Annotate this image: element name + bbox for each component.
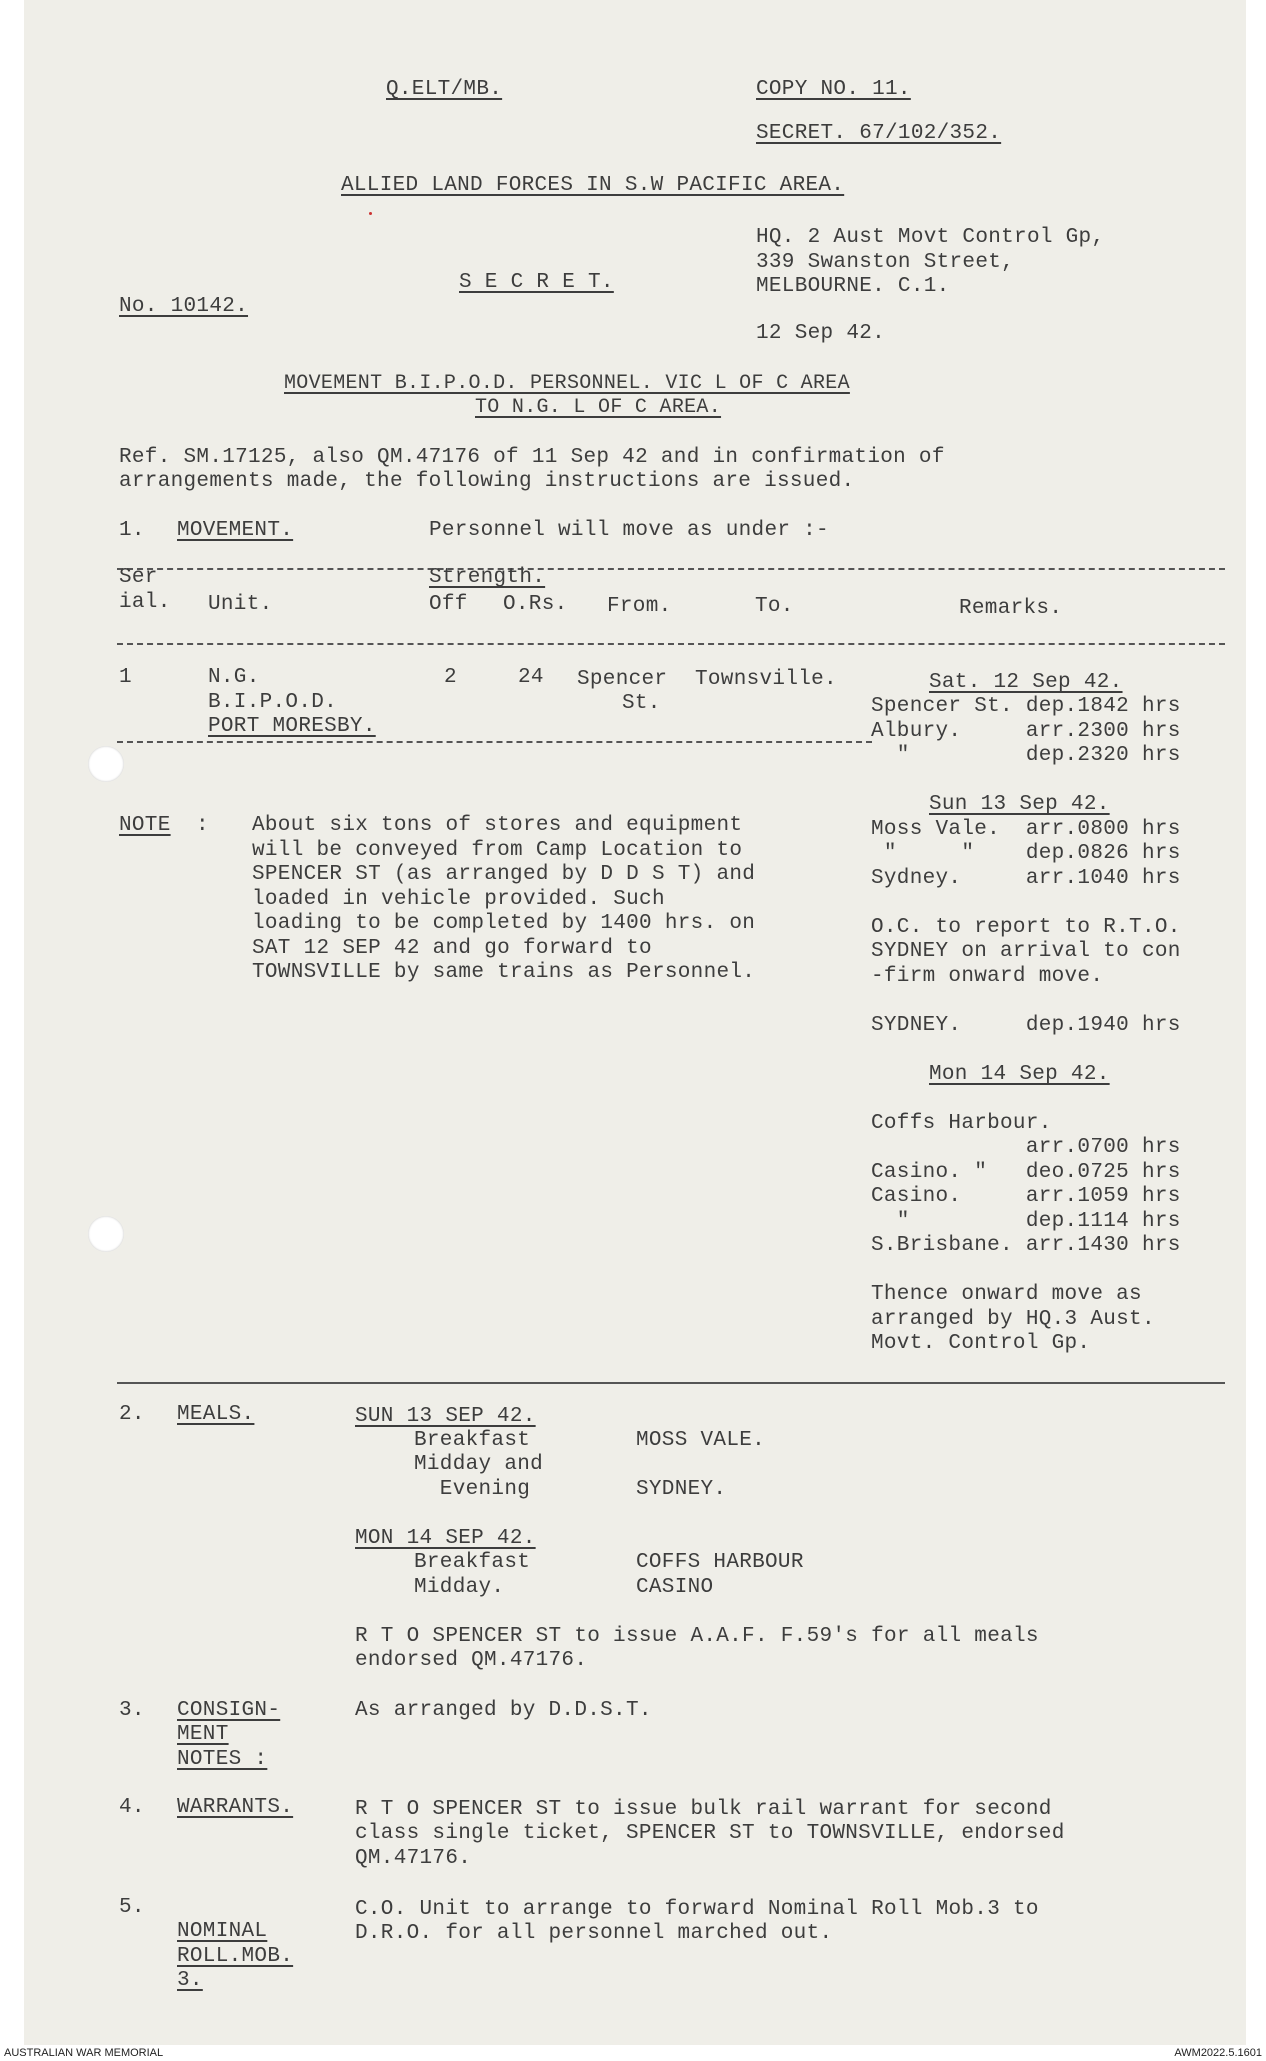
col-header-serial: Ser [119, 566, 158, 589]
meal-name: Breakfast [414, 1429, 531, 1452]
col-header-ors: O.Rs. [503, 593, 568, 616]
meals-day: SUN 13 SEP 42. [355, 1405, 536, 1428]
col-header-to: To. [755, 595, 794, 618]
remarks-line: " " dep.0826 hrs [871, 842, 1181, 865]
meal-place: MOSS VALE. [636, 1429, 766, 1452]
row-off: 2 [444, 666, 457, 689]
remarks-line: Albury. arr.2300 hrs [871, 720, 1181, 743]
meals-day: MON 14 SEP 42. [355, 1527, 536, 1550]
table-rule [117, 643, 1225, 645]
note-line: will be conveyed from Camp Location to [252, 839, 743, 862]
note-line: SAT 12 SEP 42 and go forward to [252, 937, 652, 960]
section-label: NOTES : [177, 1748, 268, 1771]
note-label: NOTE [119, 814, 171, 837]
remarks-line: Coffs Harbour. [871, 1112, 1052, 1135]
section-label: ROLL.MOB. [177, 1945, 294, 1968]
col-header-unit: Unit. [208, 593, 273, 616]
section-label: 3. [177, 1969, 203, 1992]
address-line: 339 Swanston Street, [756, 251, 1015, 274]
section-text: Personnel will move as under :- [429, 519, 829, 542]
intro-line: Ref. SM.17125, also QM.47176 of 11 Sep 42 and in confirmation of [119, 446, 945, 469]
col-header-strength: Strength. [429, 566, 546, 589]
remarks-line: SYDNEY. dep.1940 hrs [871, 1014, 1181, 1037]
section-number: 5. [119, 1896, 145, 1919]
remarks-day: Sat. 12 Sep 42. [929, 671, 1123, 694]
section-text: C.O. Unit to arrange to forward Nominal Roll Mob.3 to [355, 1898, 1039, 1921]
row-to: Townsville. [695, 668, 837, 691]
remarks-line: Thence onward move as [871, 1283, 1142, 1306]
meal-name: Midday. [414, 1576, 505, 1599]
note-line: loading to be completed by 1400 hrs. on [252, 912, 756, 935]
col-header-from: From. [607, 595, 672, 618]
meal-place: CASINO [636, 1576, 714, 1599]
copy-number: COPY NO. 11. [756, 78, 911, 101]
note-line: SPENCER ST (as arranged by D D S T) and [252, 863, 756, 886]
section-rule [117, 1382, 1225, 1384]
footer-credit: AUSTRALIAN WAR MEMORIAL [4, 2047, 164, 2059]
row-unit: B.I.P.O.D. [208, 691, 338, 714]
section-number: 4. [119, 1796, 145, 1819]
remarks-line: arr.0700 hrs [871, 1136, 1181, 1159]
section-label: NOMINAL [177, 1920, 268, 1943]
intro-line: arrangements made, the following instructions are issued. [119, 470, 855, 493]
address-line: HQ. 2 Aust Movt Control Gp, [756, 226, 1105, 249]
remarks-line: O.C. to report to R.T.O. [871, 916, 1181, 939]
remarks-line: SYDNEY on arrival to con [871, 940, 1181, 963]
meal-place: COFFS HARBOUR [636, 1551, 804, 1574]
remarks-line: " dep.2320 hrs [871, 744, 1181, 767]
section-label: MEALS. [177, 1403, 255, 1426]
section-label: CONSIGN- [177, 1699, 281, 1722]
meal-place: SYDNEY. [636, 1478, 727, 1501]
meal-name: Midday and [414, 1453, 544, 1476]
table-rule [117, 568, 1225, 570]
note-line: TOWNSVILLE by same trains as Personnel. [252, 961, 756, 984]
row-unit: N.G. [208, 666, 260, 689]
meals-text: R T O SPENCER ST to issue A.A.F. F.59's for all meals [355, 1625, 1039, 1648]
document-heading: ALLIED LAND FORCES IN S.W PACIFIC AREA. [341, 174, 845, 197]
document-date: 12 Sep 42. [756, 322, 886, 345]
section-text: class single ticket, SPENCER ST to TOWNSVILLE, endorsed [355, 1822, 1065, 1845]
remarks-line: Casino. arr.1059 hrs [871, 1185, 1181, 1208]
title-line: TO N.G. L OF C AREA. [475, 396, 722, 419]
section-text: As arranged by D.D.S.T. [355, 1699, 652, 1722]
remarks-line: Movt. Control Gp. [871, 1332, 1091, 1355]
row-from: Spencer [577, 668, 668, 691]
classification: S E C R E T. [459, 271, 614, 294]
meals-text: endorsed QM.47176. [355, 1649, 588, 1672]
section-label: MOVEMENT. [177, 519, 294, 542]
section-number: 1. [119, 519, 145, 542]
meal-name: Evening [414, 1478, 531, 1501]
section-number: 3. [119, 1699, 145, 1722]
row-unit: PORT MORESBY. [208, 715, 376, 738]
section-label: WARRANTS. [177, 1796, 294, 1819]
section-number: 2. [119, 1403, 145, 1426]
remarks-day: Sun 13 Sep 42. [929, 793, 1110, 816]
section-label: MENT [177, 1723, 229, 1746]
section-text: QM.47176. [355, 1847, 472, 1870]
section-text: D.R.O. for all personnel marched out. [355, 1922, 833, 1945]
note-line: loaded in vehicle provided. Such [252, 888, 665, 911]
footer-id: AWM2022.5.1601 [1174, 2047, 1262, 2059]
col-header-serial: ial. [119, 591, 171, 614]
col-header-off: Off [429, 593, 468, 616]
remarks-line: " dep.1114 hrs [871, 1210, 1181, 1233]
row-serial: 1 [119, 666, 132, 689]
note-colon: : [196, 814, 209, 837]
section-text: R T O SPENCER ST to issue bulk rail warrant for second [355, 1798, 1052, 1821]
row-rule [117, 741, 872, 743]
punch-hole [88, 746, 124, 782]
punch-hole [88, 1216, 124, 1252]
remarks-line: arranged by HQ.3 Aust. [871, 1308, 1155, 1331]
remarks-line: Casino. " deo.0725 hrs [871, 1161, 1181, 1184]
title-line: MOVEMENT B.I.P.O.D. PERSONNEL. VIC L OF C AREA [284, 372, 850, 395]
meal-name: Breakfast [414, 1551, 531, 1574]
remarks-line: Sydney. arr.1040 hrs [871, 867, 1181, 890]
remarks-line: -firm onward move. [871, 965, 1104, 988]
remarks-day: Mon 14 Sep 42. [929, 1063, 1110, 1086]
col-header-remarks: Remarks. [959, 597, 1063, 620]
remarks-line: S.Brisbane. arr.1430 hrs [871, 1234, 1181, 1257]
row-from: St. [622, 692, 661, 715]
row-ors: 24 [518, 666, 544, 689]
message-number: No. 10142. [119, 295, 249, 318]
reference-code: Q.ELT/MB. [386, 78, 503, 101]
remarks-line: Spencer St. dep.1842 hrs [871, 695, 1181, 718]
note-line: About six tons of stores and equipment [252, 814, 743, 837]
secret-reference: SECRET. 67/102/352. [756, 122, 1002, 145]
remarks-line: Moss Vale. arr.0800 hrs [871, 818, 1181, 841]
ink-mark [369, 212, 372, 215]
address-line: MELBOURNE. C.1. [756, 275, 950, 298]
